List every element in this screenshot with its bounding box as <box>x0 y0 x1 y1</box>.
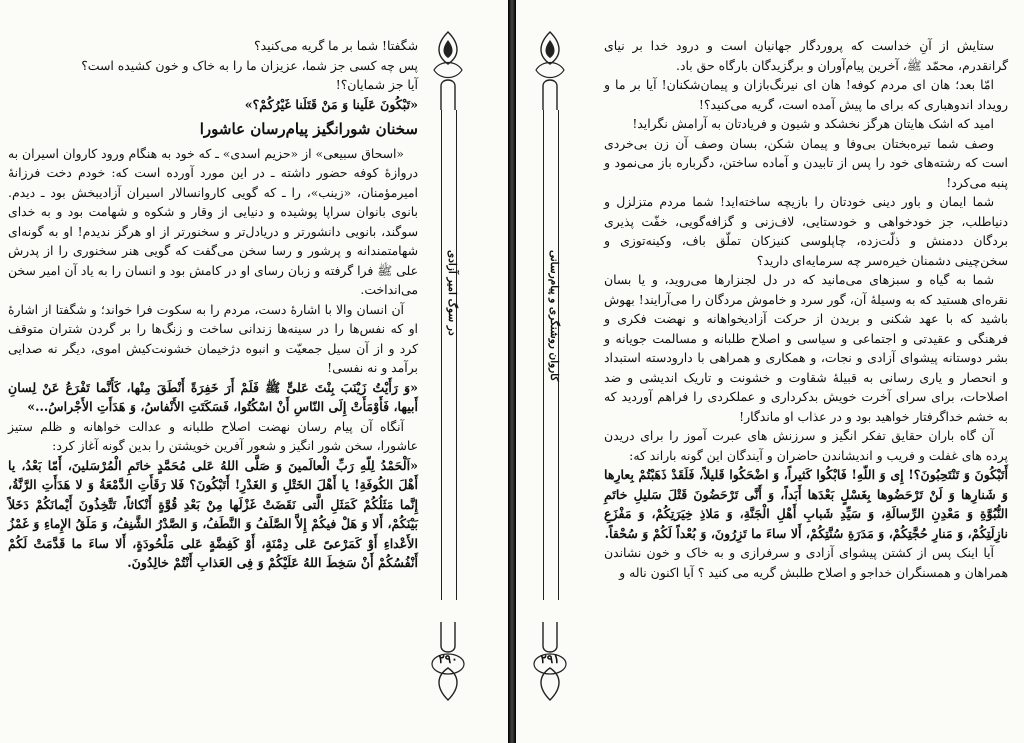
running-title: در سوگ امیر آزادی <box>446 250 458 336</box>
frame-strip <box>441 110 457 600</box>
running-title: کاروان روشنگری و پیام‌رسانی <box>548 250 560 382</box>
paragraph: «اسحاق سبیعی» از «حزیم اسدی» ـ که خود به هنگام ورود کاروان اسیران به دروازهٔ کوفه حضور داشته ـ در این مورد آورده است که: خودم دخت فرزانهٔ امیرمؤمنان، «زینب»، را ـ که گویی کاروانسالار اسیران آزادیبخش بود ـ دیدم. بانوی بانوان سراپا پوشیده و دنیایی از وقار و شکوه و شهامت بود و به خدای سوگند، بانویی دانشورتر و دریادل‌تر و سخنورتر از او هرگز ندیدم! او به گونه‌ای شهامتمندانه و پرشور و رسا سخن می‌گفت که گویی هنر سخنوری را از پدرش علی ﷺ فرا گرفته و زبان رسای او در کامش بود و انسان را به یاد آن امیر سخن می‌انداخت. <box>8 145 418 297</box>
floral-ornament-icon <box>428 30 468 110</box>
right-page <box>516 0 1024 743</box>
paragraph: شگفتا! شما بر ما گریه می‌کنید؟ <box>254 38 418 53</box>
left-page-text <box>8 36 418 573</box>
left-page <box>0 0 508 743</box>
paragraph: پس چه کسی جز شما، عزیزان ما را به خاک و خون کشیده است؟ <box>81 57 418 73</box>
paragraph: آنگاه آن پیام رسان نهضت اصلاح طلبانه و عدالت خواهانه و ظلم ستیز عاشورا، سخن شور انگیز و شعور آفرین خویشتن را بدین گونه آغاز کرد: <box>8 418 418 453</box>
page-number: ۲۹۱ <box>540 652 560 666</box>
arabic-quote: «وَ رَأَیْتُ زَیْنَبَ بِنْتَ عَلیٍّ ﷺ فَلَمْ أَرَ خَفِرَةً أَنْطَقَ مِنْها، کَأَنَّما تَفْرَعُ عَنْ لِسانِ أَبیها، فَأَوْمَأَتْ إِلَی النّاسِ أَنْ اسْکُتُوا، فَسَکَتَتِ الأَنْفاسُ، وَ هَدَأَتِ الأَجْراسُ...» <box>8 379 418 414</box>
paragraph: شما به گیاه و سبزهای می‌مانید که در دل لجنزارها می‌روید، و یا بسان نقره‌ای هستید که به وسیلهٔ آن، گور سرد و خاموش مردگان را می‌آرایند! بهوش باشید که با عهد شکنی و بریدن از حرکت آزادیخواهانه و نهضت فکری و فرهنگی و عقیدتی و اجتماعی و سیاسی و اصلاح طلبانه و مسالمت جویانه و بشر دوستانه پیشوای آزادی و نجات، و همکاری و همراهی با دارودسته استبداد و انحصار و یاری رسانی به قبیلهٔ شقاوت و خشونت و تاریک اندیشی و ضد اصلاحات، برای سرای آخرت خویش بدکرداری و عملکردی را فراهم آوردید که به خشم خداگرفتار خواهید بود و در عذاب او ماندگار! <box>604 272 1008 424</box>
arabic-quote: أَتَبْکُونَ وَ تَنْتَحِبُونَ؟! إِی وَ اللّهِ! فَابْکُوا کَثیراً، وَ اضْحَکُوا قَلیلاً، فَلَقَدْ ذَهَبْتُمْ بِعارِها وَ شَنارِها وَ لَنْ تَرْحَضُوها بِغَسْلٍ بَعْدَها أَبَداً، وَ أَنَّی تَرْحَضُونَ قَتْلَ سَلیلِ خاتَمِ النُّبُوَّةِ وَ مَعْدِنِ الرِّسالَةِ، وَ سَیِّدِ شَبابِ أَهْلِ الْجَنَّةِ، وَ مَلاذِ خِیَرَتِکُمْ، وَ مَفْزَعِ نازِلَتِکُمْ، وَ مَنارِ حُجَّتِکُمْ، وَ مَدَرَةِ سُنَّتِکُمْ، أَلا ساءَ ما تَزِرُونَ، وَ بُعْداً لَکُمْ وَ سُحْقاً. <box>604 467 1008 541</box>
arabic-quote: «اَلْحَمْدُ لِلّهِ رَبِّ الْعالَمینَ وَ صَلَّی اللهُ عَلی مُحَمَّدٍ خاتَمِ الْمُرْسَلینَ، أَمّا بَعْدُ، یا أَهْلَ الکُوفَةِ! یا أَهْلَ الخَتْلِ وَ الغَدْرِ! أَتَبْکُونَ؟ فَلا رَقَأَتِ الدَّمْعَةُ وَ لا هَدَأَتِ الرَّنَّةُ، إِنَّما مَثَلُکُمْ کَمَثَلِ الَّتی نَقَضَتْ غَزْلَها مِنْ بَعْدِ قُوَّةٍ أَنْکاثاً، تَتَّخِذُونَ أَیْمانَکُمْ دَخَلاً بَیْنَکُمْ، أَلا وَ هَلْ فیکُمْ إِلاَّ الصَّلَفُ وَ النَّطَفُ، وَ الصَّدْرُ الشَّنِفُ، وَ مَلَقُ الإِماءِ وَ غَمْزُ الأَعْداءِ أَوْ کَمَرْعیً عَلی دِمْنَةٍ، أَوْ کَفِضَّةٍ عَلی مَلْحُودَةٍ، أَلا ساءَ ما قَدَّمَتْ لَکُمْ أَنْفُسُکُمْ أَنْ سَخِطَ اللهُ عَلَیْکُمْ وَ فِی العَذابِ أَنْتُمْ خالِدُونَ. <box>8 457 418 570</box>
paragraph: وصف شما تیره‌بختان بی‌وفا و پیمان شکن، بسان وصف آن زن بی‌خردی است که رشته‌های خود را پس از تابیدن و آماده ساختن، دگرباره باز می‌نمود و پنبه می‌کرد! <box>604 135 1008 190</box>
paragraph: امّا بعد؛ هان ای مردم کوفه! هان ای نیرنگ‌بازان و پیمان‌شکنان! آیا بر ما و رویداد اندوهباری که برای ما پیش آمده است، گریه می‌کنید؟! <box>604 77 1008 112</box>
paragraph: شما ایمان و باور دینی خودتان را بازیچه ساخته‌اید! شما مردم متزلزل و دنیاطلب، جز خودخواهی و خودستایی، لاف‌زنی و گزافه‌گویی، خفّت پذیری بردگان ددمنش و ذلّت‌زده، چاپلوسی کنیزکان تملّق باف، وکینه‌توزی و سخن‌چینی دشمنان خیره‌سر چه سرمایه‌ای دارید؟ <box>604 194 1008 268</box>
right-page-text <box>604 36 1008 582</box>
paragraph: آیا اینک پس از کشتن پیشوای آزادی و سرفرازی و به خاک و خون نشاندن همراهان و همسنگران خداجو و اصلاح طلبش گریه می کنید ؟ آیا اکنون ناله و <box>604 545 1008 580</box>
arabic-quote: «تَبْکُونَ عَلَینا وَ مَنْ قَتَلَنا غَیْرُکُمْ؟» <box>244 96 418 112</box>
right-margin-frame <box>530 30 570 702</box>
book-gutter <box>508 0 516 743</box>
paragraph: ستایش از آنِ خداست که پروردگار جهانیان است و درود خدا بر نیای گرانقدرم، محمّد ﷺ، آخرین پیام‌آوران و برگزیدگان بارگاه حق باد. <box>604 38 1008 73</box>
section-heading: سخنان شورانگیز پیام‌رسان عاشورا <box>199 120 418 138</box>
floral-ornament-icon <box>530 30 570 110</box>
paragraph: آن انسان والا با اشارهٔ دست، مردم را به سکوت فرا خواند؛ و شگفتا از اشارهٔ او که نفس‌ها را در سینه‌ها زندانی ساخت و زنگ‌ها را بر گردن شتران متوقف کرد و از آن سیل جمعیّت و انبوه دژخیمان خشونت‌کیش اموی، دیگر نه صدایی برآمد و نه نفسی! <box>8 301 418 375</box>
frame-strip <box>543 110 559 600</box>
paragraph: آیا جز شمایان؟! <box>335 77 418 92</box>
left-margin-frame <box>428 30 468 702</box>
paragraph: آن گاه باران حقایق تفکر انگیز و سرزنش های عبرت آموز را برای دریدن پرده های غفلت و فریب و اندیشاندن حاضران و آیندگان این گونه باراند که: <box>604 428 1008 463</box>
paragraph: امید که اشک هایتان هرگز نخشکد و شیون و فریادتان به آرامش نگراید! <box>632 116 994 131</box>
page-number: ۲۹۰ <box>438 652 458 666</box>
